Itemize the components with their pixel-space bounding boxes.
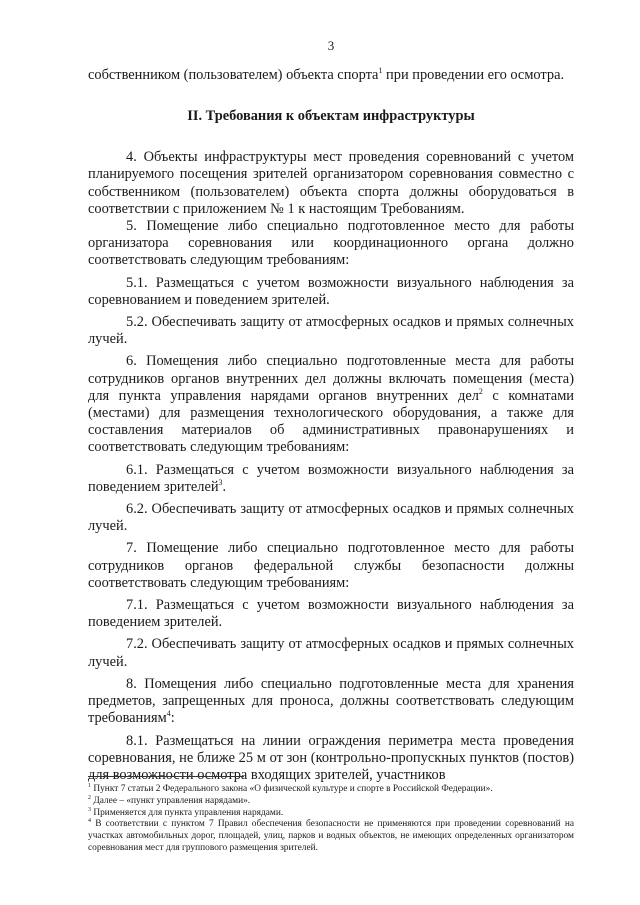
paragraph-5-2: 5.2. Обеспечивать защиту от атмосферных осадков и прямых солнечных лучей. — [88, 314, 574, 348]
paragraph-7: 7. Помещение либо специально подготовленное место для работы сотрудников органов федеральной службы безопасности должны соответствовать следующим требованиям: — [88, 540, 574, 591]
footnote-separator — [88, 776, 244, 777]
footnote-ref-1: 1 — [378, 66, 383, 76]
footnote-ref-3: 3 — [218, 478, 223, 488]
footnote-3: $^3$ Применяется для пункта управления нарядами. — [88, 806, 284, 818]
paragraph-4: 4. Объекты инфраструктуры мест проведения соревнований с учетом планируемого посещения зрителей организатором соревнования совместно с собственником (пользователем) объекта спорта должны оборудоваться в соответствии с приложением № 1 к настоящим Требованиям. — [88, 149, 574, 217]
footnote-ref-2: 2 — [478, 387, 483, 397]
paragraph-5-1: 5.1. Размещаться с учетом возможности визуального наблюдения за соревнованием и поведением зрителей. — [88, 274, 574, 308]
section-title: II. Требования к объектам инфраструктуры — [187, 108, 475, 125]
footnote-ref-4: 4 — [166, 709, 171, 719]
document-body — [88, 67, 574, 784]
footnote-4: $^4$ В соответствии с пунктом 7 Правил обеспечения безопасности не применяются при проведении соревнований на участках автомобильных дорог, площадей, улиц, парков и водных объектов, не имеющих определенных организатором соревнования мест для группового размещения зрителей. — [88, 818, 574, 853]
footnote-2: $^2$ Далее – «пункт управления нарядами». — [88, 794, 251, 806]
paragraph-7-1: 7.1. Размещаться с учетом возможности визуального наблюдения за поведением зрителей. — [88, 597, 574, 631]
paragraph-6-1: 6.1. Размещаться с учетом возможности визуального наблюдения за поведением зрителей$^3$. — [88, 461, 574, 495]
page-number: 3 — [327, 38, 335, 53]
footnote-1: $^1$ Пункт 7 статьи 2 Федерального закона «О физической культуре и спорте в Российской Федерации». — [88, 782, 493, 794]
paragraph-6: 6. Помещения либо специально подготовленные места для работы сотрудников органов внутренних дел должны включать помещения (места) для пункта управления нарядами органов внутренних дел$^2$ с комнатами (местами) для размещения технологического оборудования, а также для составления материалов об административных правонарушениях и соответствовать следующим требованиям: — [88, 353, 574, 456]
intro-paragraph: собственником (пользователем) объекта спорта$^1$ при проведении его осмотра. — [88, 66, 565, 83]
paragraph-8-1: 8.1. Размещаться на линии ограждения периметра места проведения соревнования, не ближе 25 м от зон (контрольно-пропускных пунктов (постов) для возможности осмотра входящих зрителей, участников — [88, 732, 574, 783]
paragraph-8: 8. Помещения либо специально подготовленные места для хранения предметов, запрещенных для проноса, должны соответствовать следующим требованиям$^4$: — [88, 675, 574, 727]
paragraph-6-2: 6.2. Обеспечивать защиту от атмосферных осадков и прямых солнечных лучей. — [88, 501, 574, 535]
footnotes — [88, 784, 574, 855]
paragraph-5: 5. Помещение либо специально подготовленное место для работы организатора соревнования или координационного органа должно соответствовать следующим требованиям: — [88, 218, 574, 269]
paragraph-7-2: 7.2. Обеспечивать защиту от атмосферных осадков и прямых солнечных лучей. — [88, 636, 574, 670]
